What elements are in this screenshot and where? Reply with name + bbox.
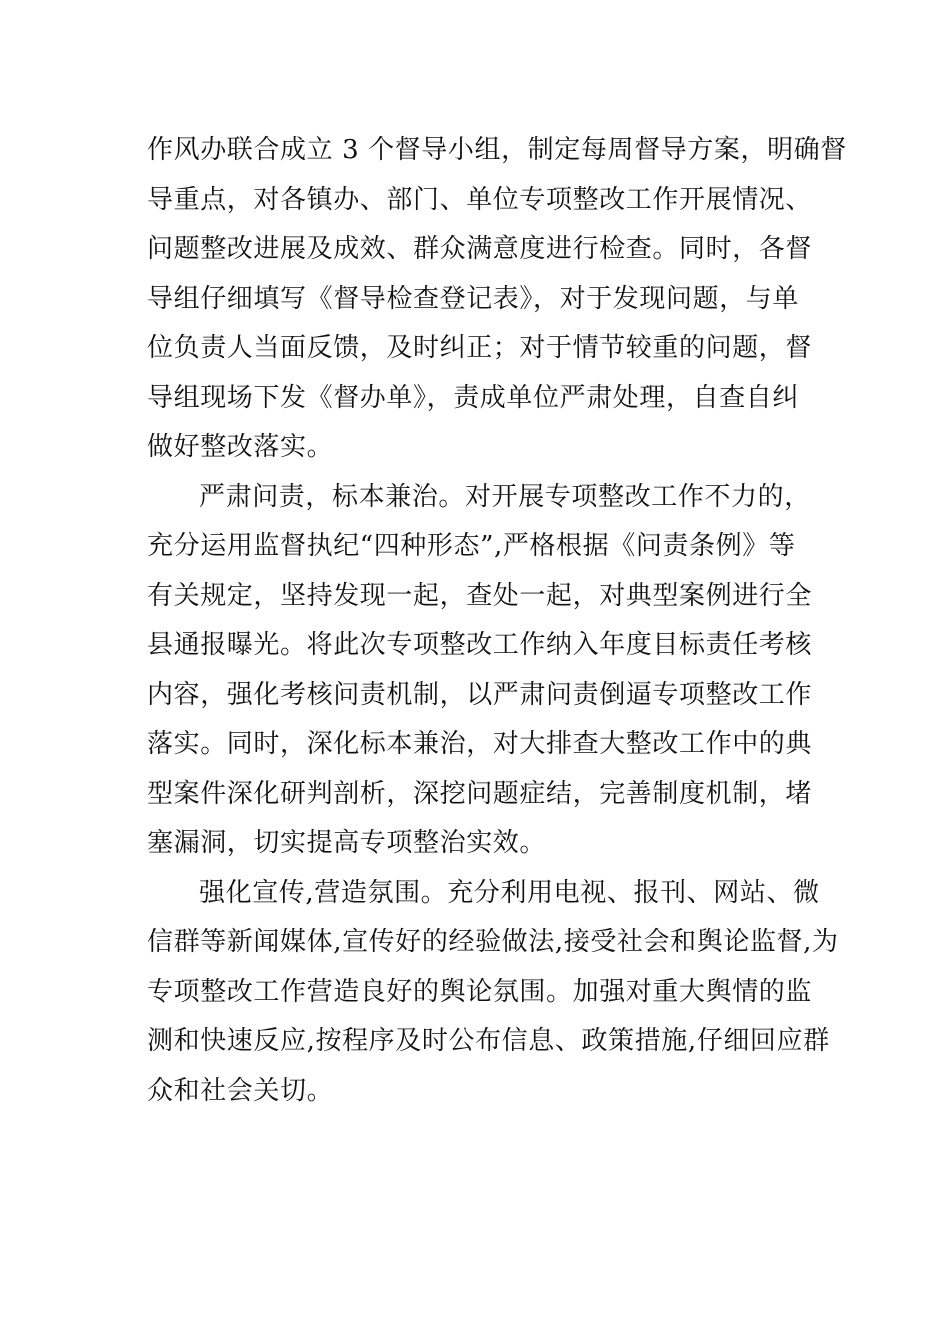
document-body bbox=[147, 126, 847, 1116]
text-line: 导组现场下发《督办单》，责成单位严肃处理，自查自纠 bbox=[147, 382, 800, 413]
text-line: 问题整改进展及成效、群众满意度进行检查。同时，各督 bbox=[147, 234, 813, 264]
text-line: 专项整改工作营造良好的舆论氛围。加强对重大舆情的监 bbox=[147, 976, 813, 1007]
paragraph-publicity bbox=[147, 869, 839, 1117]
text-line: 位负责人当面反馈，及时纠正；对于情节较重的问题，督 bbox=[147, 333, 813, 363]
text-line: 严肃问责，标本兼治。对开展专项整改工作不力的， bbox=[199, 481, 811, 512]
text-line: 县通报曝光。将此次专项整改工作纳入年度目标责任考核 bbox=[147, 630, 813, 660]
text-line: 导重点，对各镇办、部门、单位专项整改工作开展情况、 bbox=[147, 184, 813, 215]
text-line: 众和社会关切。 bbox=[147, 1075, 334, 1106]
text-line: 作风办联合成立 3 个督导小组，制定每周督导方案，明确督 bbox=[147, 135, 847, 165]
text-line: 导组仔细填写《督导检查登记表》，对于发现问题，与单 bbox=[147, 283, 800, 314]
text-line: 充分运用监督执纪“四种形态”,严格根据《问责条例》等 bbox=[147, 531, 796, 561]
text-line: 测和快速反应,按程序及时公布信息、政策措施,仔细回应群 bbox=[147, 1026, 830, 1056]
text-line: 做好整改落实。 bbox=[147, 432, 334, 462]
text-line: 型案件深化研判剖析，深挖问题症结，完善制度机制，堵 bbox=[147, 778, 813, 809]
text-line: 有关规定，坚持发现一起，查处一起，对典型案例进行全 bbox=[147, 580, 813, 611]
text-line: 信群等新闻媒体,宣传好的经验做法,接受社会和舆论监督,为 bbox=[147, 927, 839, 957]
paragraph-accountability bbox=[147, 473, 813, 869]
paragraph-supervision bbox=[147, 126, 847, 473]
text-line: 内容，强化考核问责机制，以严肃问责倒逼专项整改工作 bbox=[147, 679, 813, 710]
text-line: 落实。同时，深化标本兼治，对大排查大整改工作中的典 bbox=[147, 729, 813, 759]
text-line: 强化宣传,营造氛围。充分利用电视、报刊、网站、微 bbox=[199, 877, 820, 908]
text-line: 塞漏洞，切实提高专项整治实效。 bbox=[147, 828, 547, 858]
